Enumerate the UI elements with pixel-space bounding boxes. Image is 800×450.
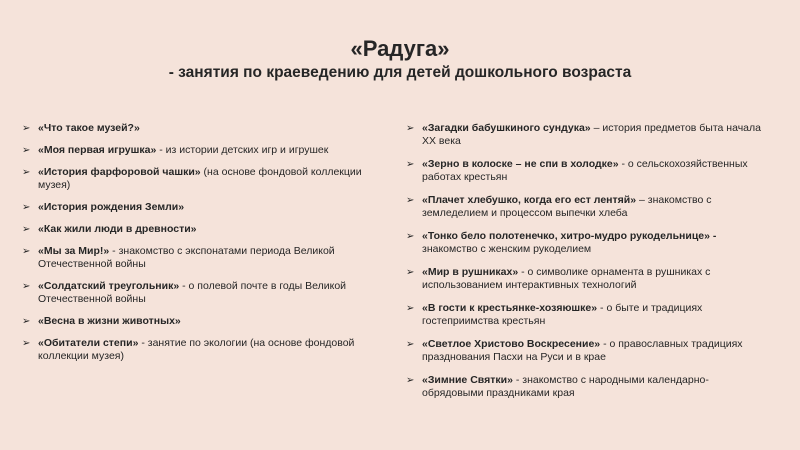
lesson-description: - знакомство с народными календарно-обрядовыми праздниками края: [422, 374, 709, 399]
lesson-title: «Загадки бабушкиного сундука»: [422, 122, 591, 134]
lesson-description: - о православных традициях празднования Пасхи на Руси и в крае: [422, 338, 743, 363]
arrow-bullet-icon: ➢: [406, 123, 415, 134]
list-item: [406, 266, 766, 292]
lesson-title: «Обитатели степи»: [38, 337, 139, 349]
arrow-bullet-icon: ➢: [406, 231, 415, 242]
list-item: [406, 230, 766, 256]
lesson-title: «Как жили люди в древности»: [38, 223, 197, 235]
lesson-title: «Весна в жизни животных»: [38, 315, 181, 327]
lesson-description: – история предметов быта начала ХХ века: [422, 122, 761, 147]
list-item: [406, 122, 766, 148]
list-item: [406, 374, 766, 400]
arrow-bullet-icon: ➢: [406, 159, 415, 170]
lesson-title: «Тонко бело полотенечко, хитро-мудро рукодельнице» -: [422, 230, 717, 242]
slide-subtitle: - занятия по краеведению для детей дошкольного возраста: [168, 64, 632, 81]
list-item: [22, 122, 382, 135]
lesson-description: (на основе фондовой коллекции музея): [38, 166, 362, 191]
list-item: [22, 280, 382, 306]
lesson-title: «Солдатский треугольник»: [38, 280, 180, 292]
lesson-description: – знакомство с земледелием и процессом выпечки хлеба: [422, 194, 712, 219]
arrow-bullet-icon: ➢: [22, 338, 31, 349]
lesson-title: «История рождения Земли»: [38, 201, 185, 213]
list-item: [22, 166, 382, 192]
lesson-description: - о быте и традициях гостеприимства крестьян: [422, 302, 703, 327]
list-item: [22, 201, 382, 214]
left-lesson-list: [22, 122, 382, 372]
lesson-description: - из истории детских игр и игрушек: [156, 144, 329, 156]
arrow-bullet-icon: ➢: [22, 316, 31, 327]
right-lesson-list: [406, 122, 766, 410]
arrow-bullet-icon: ➢: [406, 267, 415, 278]
lesson-description: - занятие по экологии (на основе фондовой коллекции музея): [38, 337, 355, 362]
arrow-bullet-icon: ➢: [22, 202, 31, 213]
arrow-bullet-icon: ➢: [22, 167, 31, 178]
lesson-description: - знакомство с экспонатами периода Великой Отечественной войны: [38, 245, 335, 270]
slide-title: «Радуга»: [350, 36, 450, 61]
lesson-title: «История фарфоровой чашки»: [38, 166, 201, 178]
lesson-title: «Мир в рушниках»: [422, 266, 519, 278]
list-item: [406, 338, 766, 364]
arrow-bullet-icon: ➢: [22, 145, 31, 156]
lesson-description: - о символике орнамента в рушниках с использованием интерактивных технологий: [422, 266, 711, 291]
lesson-description: - о сельскохозяйственных работах крестьян: [422, 158, 748, 183]
arrow-bullet-icon: ➢: [22, 281, 31, 292]
list-item: [22, 315, 382, 328]
arrow-bullet-icon: ➢: [406, 339, 415, 350]
list-item: [406, 158, 766, 184]
list-item: [406, 302, 766, 328]
lesson-title: «Светлое Христово Воскресение»: [422, 338, 601, 350]
lesson-description: - о полевой почте в годы Великой Отечественной войны: [38, 280, 347, 305]
arrow-bullet-icon: ➢: [22, 246, 31, 257]
arrow-bullet-icon: ➢: [406, 303, 415, 314]
list-item: [22, 245, 382, 271]
arrow-bullet-icon: ➢: [406, 195, 415, 206]
arrow-bullet-icon: ➢: [22, 224, 31, 235]
lesson-title: «Зимние Святки»: [422, 374, 513, 386]
list-item: [22, 144, 382, 157]
lesson-description: знакомство с женским рукоделием: [422, 243, 592, 255]
lesson-title: «Мы за Мир!»: [38, 245, 110, 257]
lesson-title: «Плачет хлебушко, когда его ест лентяй»: [422, 194, 637, 206]
list-item: [406, 194, 766, 220]
list-item: [22, 337, 382, 363]
list-item: [22, 223, 382, 236]
arrow-bullet-icon: ➢: [406, 375, 415, 386]
lesson-title: «В гости к крестьянке-хозяюшке»: [422, 302, 598, 314]
lesson-title: «Зерно в колоске – не спи в холодке»: [422, 158, 619, 170]
arrow-bullet-icon: ➢: [22, 123, 31, 134]
lesson-title: «Моя первая игрушка»: [38, 144, 157, 156]
lesson-title: «Что такое музей?»: [38, 122, 140, 134]
